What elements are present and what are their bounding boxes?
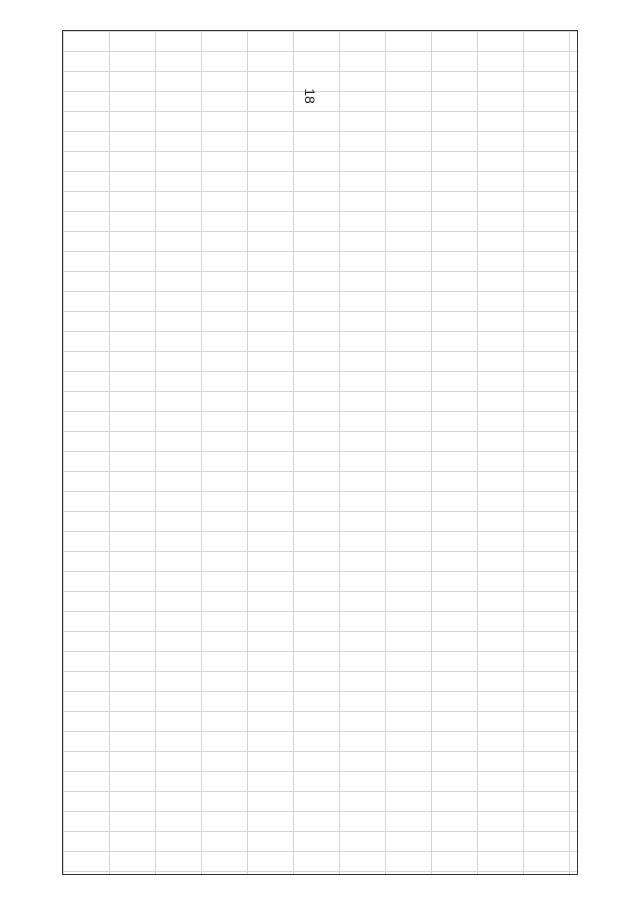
rotated-budget-table [62,30,578,875]
table-grid-lines [63,31,577,874]
page-number: 18 [301,88,318,104]
